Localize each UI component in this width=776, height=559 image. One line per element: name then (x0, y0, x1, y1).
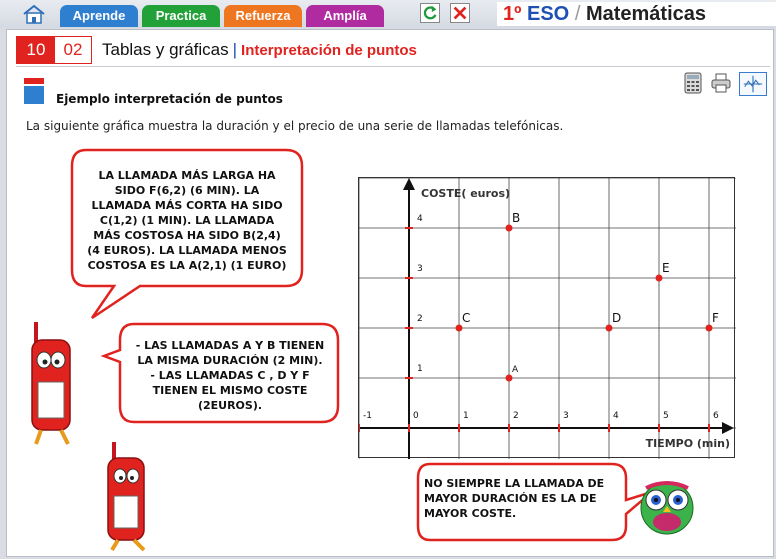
close-icon[interactable] (450, 3, 470, 23)
calculator-icon[interactable] (682, 72, 704, 94)
course-subject: Matemáticas (585, 3, 706, 25)
course-separator: / (574, 3, 581, 25)
course-label (497, 2, 776, 26)
unit-number: 10 (17, 37, 55, 63)
print-icon[interactable] (710, 72, 732, 94)
owl-character-icon (636, 476, 698, 538)
page-subtitle: Interpretación de puntos (241, 42, 417, 59)
x-tick-label: 5 (663, 411, 669, 421)
data-point-label: E (662, 261, 670, 275)
x-tick-label: 4 (613, 411, 619, 421)
example-title: Ejemplo interpretación de puntos (56, 92, 283, 106)
y-tick-label: 4 (417, 214, 423, 224)
y-tick-label: 3 (417, 264, 423, 274)
x-tick-label: 3 (563, 411, 569, 421)
lesson-header (16, 36, 417, 64)
page-title-text: Tablas y gráficas (102, 40, 229, 59)
home-icon[interactable] (22, 4, 46, 24)
x-tick-label: -1 (363, 411, 372, 421)
data-point (506, 375, 513, 382)
y-axis-arrow (403, 178, 415, 190)
x-tick-label: 2 (513, 411, 519, 421)
bubble-bottom-text: NO SIEMPRE LA LLAMADA DE MAYOR DURACIÓN ES LA DE MAYOR COSTE. (424, 477, 605, 520)
header-divider (16, 66, 770, 67)
bubble-middle-text: - LAS LLAMADAS A Y B TIENEN LA MISMA DURACIÓN (2 MIN). - LAS LLAMADAS C , D Y F TIENEN EL MISMO COSTE (2EUROS). (135, 339, 325, 412)
coordinate-chart (359, 178, 736, 459)
bubble-top-text: LA LLAMADA MÁS LARGA HA SIDO F(6,2) (6 MIN). LA LLAMADA MÁS CORTA HA SIDO C(1,2) (1 MIN). LA LLAMADA MÁS COSTOSA HA SIDO B(2,4) (4 EUROS). LA LLAMADA MENOS COSTOSA ES LA A(2,1) (1 EURO) (87, 169, 287, 272)
x-tick-label: 0 (413, 411, 419, 421)
title-separator: | (232, 40, 238, 59)
data-point (606, 325, 613, 332)
y-tick-label: 2 (417, 314, 423, 324)
data-point-label: F (712, 311, 719, 325)
tab-amplia[interactable]: Amplía (306, 5, 384, 27)
data-point (656, 275, 663, 282)
x-tick-label: 6 (713, 411, 719, 421)
course-number: 1º (503, 3, 522, 25)
phone-character-icon (26, 320, 82, 446)
y-tick-label: 1 (417, 364, 423, 374)
top-bar (0, 0, 776, 28)
unit-badge (16, 36, 92, 64)
coordinate-graph (358, 177, 735, 458)
graph-tool-icon[interactable] (739, 72, 767, 96)
data-point (706, 325, 713, 332)
x-axis-arrow (722, 422, 734, 434)
x-tick-label: 1 (463, 411, 469, 421)
lesson-number: 02 (63, 40, 83, 59)
x-axis-label: TIEMPO (min) (645, 437, 730, 450)
data-point-label: A (512, 365, 519, 375)
tab-refuerza[interactable]: Refuerza (224, 5, 302, 27)
page-title (102, 40, 417, 60)
section-flag-red (24, 78, 44, 84)
data-point (506, 225, 513, 232)
phone-character-icon-2 (100, 440, 156, 552)
section-flag-blue (24, 86, 44, 104)
data-point-label: B (512, 211, 521, 225)
intro-text: La siguiente gráfica muestra la duración y el precio de una serie de llamadas telefónicas. (26, 119, 564, 133)
course-level: ESO (527, 3, 570, 25)
tab-practica[interactable]: Practica (142, 5, 220, 27)
data-point-label: D (612, 311, 622, 325)
tab-aprende[interactable]: Aprende (60, 5, 138, 27)
y-axis-label: COSTE( euros) (421, 187, 511, 200)
data-point (456, 325, 463, 332)
data-point-label: C (462, 311, 471, 325)
reload-icon[interactable] (420, 3, 440, 23)
